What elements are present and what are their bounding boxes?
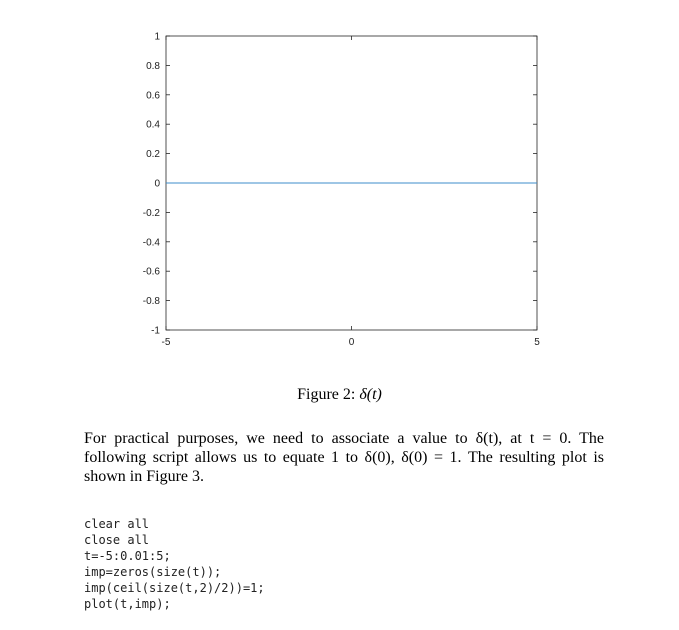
y-tick-label: -0.4 xyxy=(142,237,160,249)
y-tick-label: -0.2 xyxy=(142,207,160,219)
paragraph-line-1: For practical purposes, we need to associate a value to δ(t), at t = 0. The xyxy=(84,430,604,447)
code-line-6: plot(t,imp); xyxy=(84,597,171,611)
code-line-2: close all xyxy=(84,533,150,547)
y-tick-label: 0.4 xyxy=(146,119,160,131)
y-tick-label: 0.8 xyxy=(146,60,160,72)
figure-caption-argument: δ(t) xyxy=(359,386,382,403)
x-tick-label: 5 xyxy=(534,337,540,348)
figure-caption xyxy=(0,386,679,404)
code-line-1: clear all xyxy=(84,517,150,531)
y-tick-label: 0 xyxy=(154,178,160,190)
x-tick-label: 0 xyxy=(348,337,355,348)
y-tick-label: -0.6 xyxy=(142,266,160,278)
figure-caption-label: Figure 2: xyxy=(297,386,356,403)
x-tick-label: -5 xyxy=(161,337,171,348)
code-line-5: imp(ceil(size(t,2)/2))=1; xyxy=(84,581,265,595)
y-tick-label: -1 xyxy=(151,325,160,337)
paragraph-line-3: shown in Figure 3. xyxy=(84,468,204,485)
y-tick-label: 0.6 xyxy=(146,90,160,102)
y-tick-label: 1 xyxy=(154,31,160,43)
body-paragraph xyxy=(84,429,604,486)
code-line-4: imp=zeros(size(t)); xyxy=(84,565,222,579)
paragraph-line-2: following script allows us to equate 1 to δ(0), δ(0) = 1. The resulting plot is xyxy=(84,449,604,466)
y-tick-label: -0.8 xyxy=(142,296,160,308)
code-line-3: t=-5:0.01:5; xyxy=(84,549,171,563)
code-listing xyxy=(84,516,265,612)
y-tick-label: 0.2 xyxy=(146,149,160,161)
